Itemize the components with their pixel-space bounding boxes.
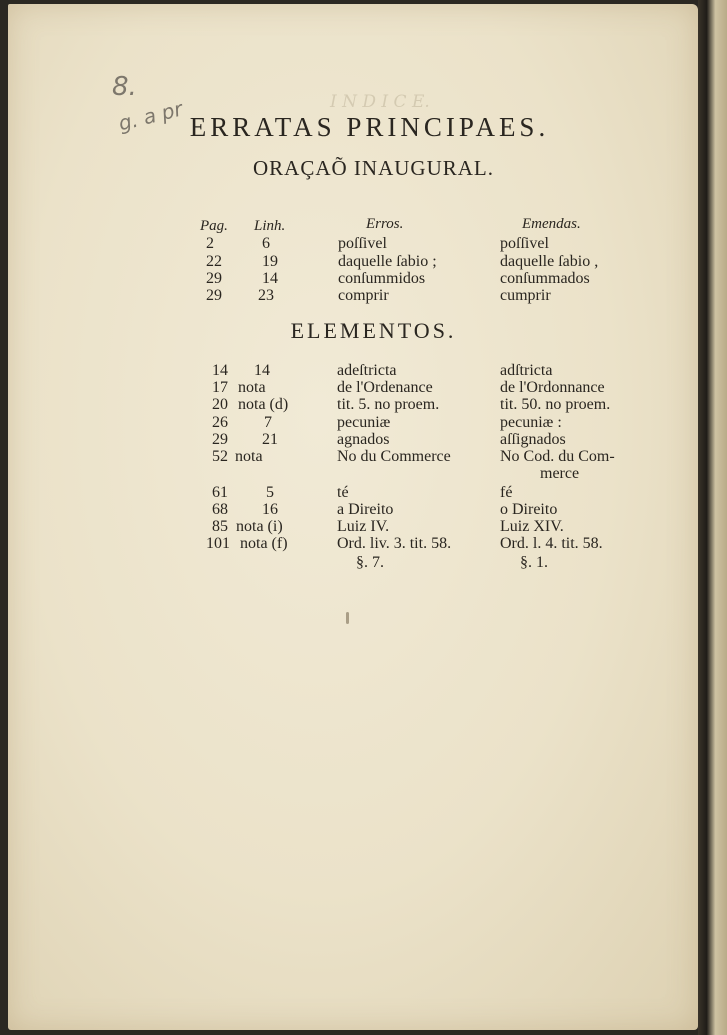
cell-linh: 23	[258, 287, 274, 304]
cell-erro: Ord. liv. 3. tit. 58.	[337, 535, 452, 552]
cell-emenda: daquelle ſabio ,	[500, 253, 599, 270]
cell-pag: 29	[206, 287, 222, 304]
cell-linh: 14	[262, 270, 278, 287]
cell-pag: 22	[206, 253, 222, 270]
cell-erro: agnados	[337, 431, 390, 448]
cell-pag: 29	[212, 431, 228, 448]
cell-erro: tit. 5. no proem.	[337, 396, 440, 413]
cell-emenda-continued: merce	[540, 465, 580, 482]
cell-emenda: fé	[500, 484, 513, 501]
table-row	[0, 535, 727, 555]
cell-emenda: Ord. l. 4. tit. 58.	[500, 535, 603, 552]
cell-erro: comprir	[338, 287, 389, 304]
header-pag: Pag.	[200, 218, 228, 234]
cell-linh: 16	[262, 501, 278, 518]
cell-emenda: o Direito	[500, 501, 558, 518]
cell-emenda: No Cod. du Com-	[500, 448, 615, 465]
header-linh: Linh.	[254, 218, 286, 234]
cell-linh: 5	[266, 484, 274, 501]
table-row	[0, 235, 727, 255]
cell-emenda: cumprir	[500, 287, 551, 304]
cell-pag: 61	[212, 484, 228, 501]
header-erros: Erros.	[366, 216, 404, 232]
cell-emenda: de l'Ordonnance	[500, 379, 605, 396]
cell-pag: 17	[212, 379, 228, 396]
cell-linh: nota (f)	[240, 535, 288, 552]
cell-pag: 20	[212, 396, 228, 413]
cell-pag: 26	[212, 414, 228, 431]
cell-pag: 101	[206, 535, 230, 552]
cell-linh: nota	[238, 379, 266, 396]
cell-emenda: tit. 50. no proem.	[500, 396, 611, 413]
cell-erro: de l'Ordenance	[337, 379, 433, 396]
cell-erro: No du Commerce	[337, 448, 451, 465]
bleed-through: I N D I C E.	[330, 92, 430, 112]
cell-linh: 21	[262, 431, 278, 448]
cell-erro: adeſtricta	[337, 362, 397, 379]
cell-erro: conſummidos	[338, 270, 426, 287]
table-row	[0, 287, 727, 307]
cell-emenda: poſſivel	[500, 235, 549, 252]
cell-emenda: pecuniæ :	[500, 414, 562, 431]
cell-linh: nota	[235, 448, 263, 465]
cell-linh: 7	[264, 414, 272, 431]
table-row-continuation	[0, 554, 727, 574]
cell-erro: daquelle ſabio ;	[338, 253, 437, 270]
cell-pag: 2	[206, 235, 214, 252]
cell-linh: nota (i)	[236, 518, 283, 535]
header-emendas: Emendas.	[522, 216, 581, 232]
cell-emenda: adſtricta	[500, 362, 553, 379]
cell-pag: 68	[212, 501, 228, 518]
cell-emenda: aſſignados	[500, 431, 566, 448]
cell-linh: nota (d)	[238, 396, 289, 413]
cell-erro: poſſivel	[338, 235, 387, 252]
cell-erro: Luiz IV.	[337, 518, 390, 535]
section-title-elementos: ELEMENTOS.	[290, 318, 457, 343]
section-title-oracao: ORAÇAÕ INAUGURAL.	[253, 156, 494, 180]
cell-emenda: conſummados	[500, 270, 590, 287]
cell-emenda: Luiz XIV.	[500, 518, 564, 535]
cell-erro: a Direito	[337, 501, 394, 518]
cell-erro-continued: §. 7.	[356, 554, 384, 571]
cell-erro: té	[337, 484, 349, 501]
ink-speck	[346, 612, 349, 624]
cell-linh: 19	[262, 253, 278, 270]
cell-pag: 85	[212, 518, 228, 535]
cell-linh: 14	[254, 362, 270, 379]
pencil-annotation-1: 8.	[112, 72, 137, 102]
cell-erro: pecuniæ	[337, 414, 391, 431]
page-title: ERRATAS PRINCIPAES.	[189, 112, 550, 142]
cell-pag: 52	[212, 448, 228, 465]
pencil-annotation-2: g. a pr	[116, 96, 185, 136]
cell-emenda-continued: §. 1.	[520, 554, 548, 571]
cell-pag: 29	[206, 270, 222, 287]
table-row-continuation	[0, 465, 727, 485]
cell-linh: 6	[262, 235, 270, 252]
cell-pag: 14	[212, 362, 228, 379]
table-row	[0, 396, 727, 416]
